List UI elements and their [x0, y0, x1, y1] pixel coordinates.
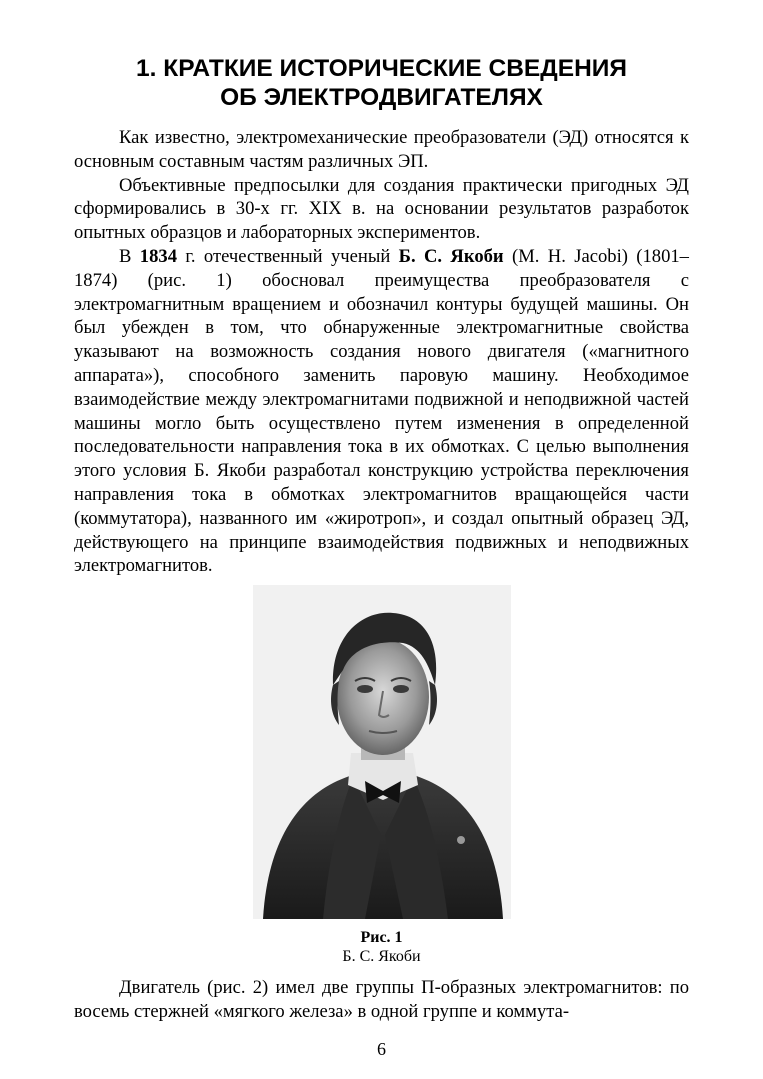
paragraph-3-mid: г. отечественный ученый — [176, 245, 399, 267]
paragraph-2: Объективные предпосылки для создания практически пригодных ЭД сформировались в 30-х гг. XIX в. на основании результатов разработок опытных образцов и лабораторных экспериментов. — [74, 174, 689, 244]
paragraph-4: Двигатель (рис. 2) имел две группы П-образных электромагнитов: по восемь стержней «мягкого железа» в одной группе и коммута- — [74, 977, 689, 1022]
text-block-bottom — [74, 976, 689, 1024]
figure-label: Рис. 1 — [360, 929, 403, 946]
paragraph-3 — [74, 245, 689, 578]
paragraph-3-rest: (M. H. Jacobi) (1801–1874) (рис. 1) обосновал преимущества преобразователя с электромагнитным вращением и обозначил контуры будущей машины. Он был убежден в том, что обнаруженные электромагнитные свойства указывают на возможность создания нового двигателя («магнитного аппарата»), способного заменить паровую машину. Необходимое взаимодействие между электромагнитами подвижной и неподвижной частей машины могло быть осуществлено путем изменения в определенной последовательности направления тока в их обмотках. С целью выполнения этого условия Б. Якоби разработал конструкцию устройства переключения направления тока в обмотках электромагнитов вращающейся части (коммутатора), названного им «жиротроп», и создал опытный образец ЭД, действующего на принципе взаимодействия подвижных и неподвижных электромагнитов. — [74, 245, 689, 577]
paragraph-1: Как известно, электромеханические преобразователи (ЭД) относятся к основным составным частям различных ЭП. — [74, 127, 689, 172]
chapter-heading-line-2: ОБ ЭЛЕКТРОДВИГАТЕЛЯХ — [220, 84, 543, 111]
page-number: 6 — [377, 1039, 386, 1059]
portrait-engraving-icon — [253, 585, 511, 919]
chapter-heading — [60, 54, 703, 112]
paragraph-3-lead: В — [119, 245, 140, 267]
chapter-heading-line-1: 1. КРАТКИЕ ИСТОРИЧЕСКИЕ СВЕДЕНИЯ — [136, 55, 627, 82]
scientist-name: Б. С. Якоби — [398, 245, 504, 267]
text-block-top — [74, 126, 689, 578]
portrait-jacobi-image — [253, 585, 511, 919]
figure-caption: Б. С. Якоби — [342, 948, 421, 965]
year-1834: 1834 — [139, 245, 177, 267]
